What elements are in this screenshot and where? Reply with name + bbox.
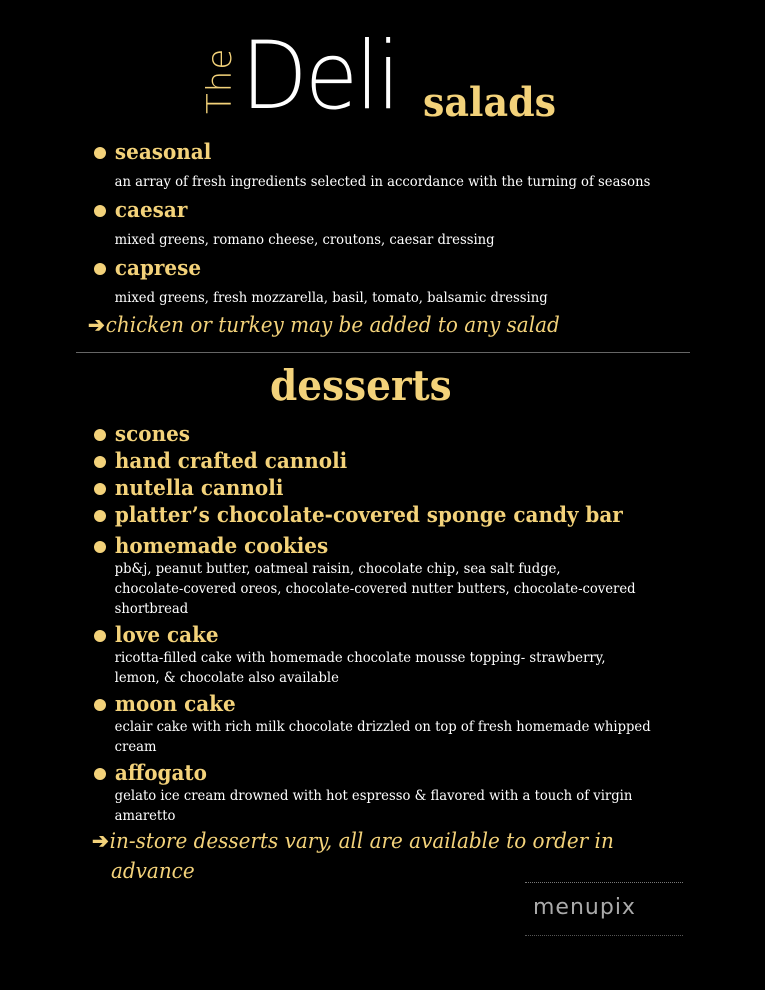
desserts-heading: desserts	[270, 361, 452, 410]
list-item	[94, 475, 686, 502]
list-item	[94, 760, 686, 826]
arrow-icon: ➔	[88, 312, 105, 337]
dessert-description-line: cream	[114, 739, 157, 755]
salads-heading: salads	[423, 79, 557, 126]
salad-name: caesar	[114, 197, 188, 222]
menupix-watermark	[525, 882, 683, 936]
dessert-description-line: lemon, & chocolate also available	[114, 670, 339, 686]
dessert-description-line: ricotta-filled cake with homemade chocolate mousse topping- strawberry,	[114, 650, 606, 666]
list-item	[94, 139, 686, 197]
dessert-note	[92, 826, 614, 856]
list-item	[94, 421, 686, 448]
dessert-description-line: gelato ice cream drowned with hot espresso & flavored with a touch of virgin	[114, 788, 633, 804]
dessert-name: hand crafted cannoli	[114, 448, 348, 473]
dessert-note-line: in-store desserts vary, all are available to order in	[109, 829, 614, 853]
dessert-description-line: pb&j, peanut butter, oatmeal raisin, chocolate chip, sea salt fudge,	[114, 561, 561, 577]
list-item	[94, 448, 686, 475]
dessert-name: nutella cannoli	[114, 475, 284, 500]
salad-name: caprese	[114, 255, 202, 280]
dessert-description-line: shortbread	[114, 601, 189, 617]
logo-deli-text: Deli	[241, 22, 398, 131]
list-item	[94, 502, 686, 533]
salad-name: seasonal	[114, 139, 212, 164]
list-item	[94, 255, 686, 313]
list-item	[94, 622, 686, 691]
dessert-name: scones	[114, 421, 191, 446]
salad-description: mixed greens, fresh mozzarella, basil, tomato, balsamic dressing	[114, 290, 548, 306]
salad-description: mixed greens, romano cheese, croutons, caesar dressing	[114, 232, 495, 248]
dessert-name: love cake	[114, 622, 219, 647]
dessert-name: platter’s chocolate-covered sponge candy bar	[114, 502, 623, 527]
list-item	[94, 533, 686, 622]
dessert-name: affogato	[114, 760, 207, 785]
list-item	[94, 691, 686, 760]
dessert-note-line: advance	[111, 859, 195, 883]
salad-note	[88, 310, 560, 340]
salad-description: an array of fresh ingredients selected in accordance with the turning of seasons	[114, 174, 651, 190]
desserts-list	[94, 421, 686, 826]
dessert-name: moon cake	[114, 691, 236, 716]
dessert-note-continued	[111, 856, 195, 886]
dessert-description-line: eclair cake with rich milk chocolate drizzled on top of fresh homemade whipped	[114, 719, 651, 735]
dessert-name: homemade cookies	[114, 533, 329, 558]
deli-logo	[200, 22, 403, 131]
section-divider	[76, 352, 690, 353]
watermark-text: menupix	[533, 895, 636, 920]
salads-list	[94, 139, 686, 313]
dessert-description-line: amaretto	[114, 808, 176, 824]
list-item	[94, 197, 686, 255]
logo-the-text: The	[200, 47, 240, 114]
dessert-description-line: chocolate-covered oreos, chocolate-covered nutter butters, chocolate-covered	[114, 581, 636, 597]
salad-note-text: chicken or turkey may be added to any salad	[105, 313, 560, 337]
arrow-icon: ➔	[92, 828, 109, 853]
